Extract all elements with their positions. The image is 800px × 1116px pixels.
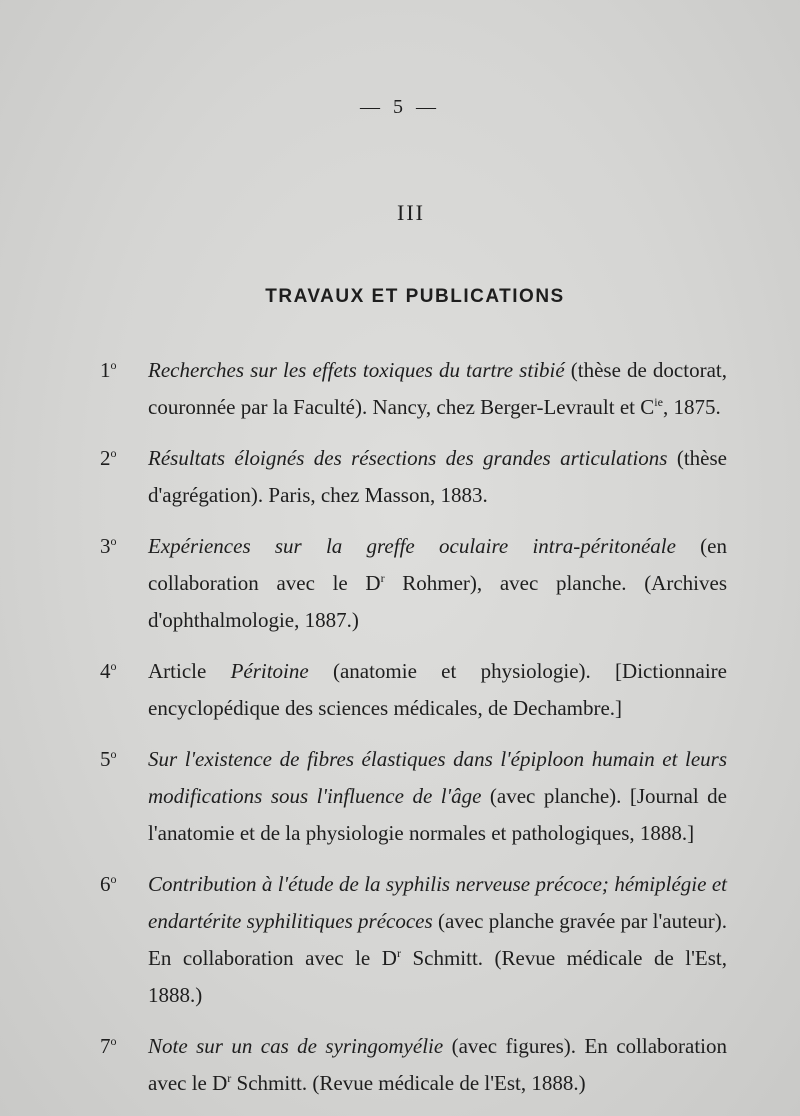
entry-superscript: r xyxy=(227,1071,232,1085)
entry-details: (avec figures). En collaboration avec le D xyxy=(148,1034,727,1095)
entry-details-tail: Schmitt. (Revue médicale de l'Est, 1888.) xyxy=(148,946,728,1007)
entry-details-tail: Rohmer), avec planche. (Archives d'ophthalmologie, 1887.) xyxy=(148,571,727,632)
page-number: — 5 — xyxy=(360,96,440,118)
publication-entry xyxy=(100,741,727,852)
publication-entry xyxy=(100,1028,727,1102)
entry-title: Sur l'existence de fibres élastiques dans l'épiploon humain et leurs modifications sous l'influence de l'âge xyxy=(148,747,727,808)
entry-details: (avec planche). [Journal de l'anatomie et de la physiologie normales et pathologiques, 1888.] xyxy=(148,784,727,845)
entry-title: Expériences sur la greffe oculaire intra-péritonéale xyxy=(148,534,676,558)
entry-title: Recherches sur les effets toxiques du tartre stibié xyxy=(148,358,565,382)
entry-details: (thèse de doctorat, couronnée par la Faculté). Nancy, chez Berger-Levrault et C xyxy=(148,358,727,419)
entry-prefix: Article xyxy=(148,659,231,683)
entry-details: (thèse d'agrégation). Paris, chez Masson, 1883. xyxy=(148,446,727,507)
entry-number: 4$^o$ xyxy=(100,659,117,683)
entry-details: (anatomie et physiologie). [Dictionnaire encyclopédique des sciences médicales, de Dechambre.] xyxy=(148,659,727,720)
entry-number: 6$^o$ xyxy=(100,872,117,896)
entry-details: (en collaboration avec le D xyxy=(148,534,727,595)
publication-entry xyxy=(100,866,727,1014)
publication-entry xyxy=(100,528,727,639)
section-title: TRAVAUX ET PUBLICATIONS xyxy=(265,286,565,307)
entry-title: Note sur un cas de syringomyélie xyxy=(148,1034,444,1058)
publication-entry xyxy=(100,352,727,426)
entry-number: 5$^o$ xyxy=(100,747,117,771)
entry-number: 7$^o$ xyxy=(100,1034,117,1058)
publication-list xyxy=(100,352,727,1116)
entry-superscript: r xyxy=(380,571,385,585)
entry-title: Contribution à l'étude de la syphilis nerveuse précoce; hémiplégie et endartérite syphilitiques précoces xyxy=(148,872,727,933)
entry-number: 1$^o$ xyxy=(100,358,117,382)
entry-number: 2$^o$ xyxy=(100,446,117,470)
entry-title: Péritoine xyxy=(230,659,309,683)
entry-details-tail: Schmitt. (Revue médicale de l'Est, 1888.) xyxy=(231,1071,586,1095)
entry-superscript: r xyxy=(396,946,401,960)
entry-superscript: ie xyxy=(654,395,663,409)
entry-details-tail: , 1875. xyxy=(662,395,721,419)
entry-title: Résultats éloignés des résections des grandes articulations xyxy=(148,446,668,470)
entry-details: (avec planche gravée par l'auteur). En collaboration avec le D xyxy=(148,909,727,970)
publication-entry xyxy=(100,653,727,727)
publication-entry xyxy=(100,440,727,514)
entry-number: 3$^o$ xyxy=(100,534,117,558)
section-number: III xyxy=(397,200,425,225)
